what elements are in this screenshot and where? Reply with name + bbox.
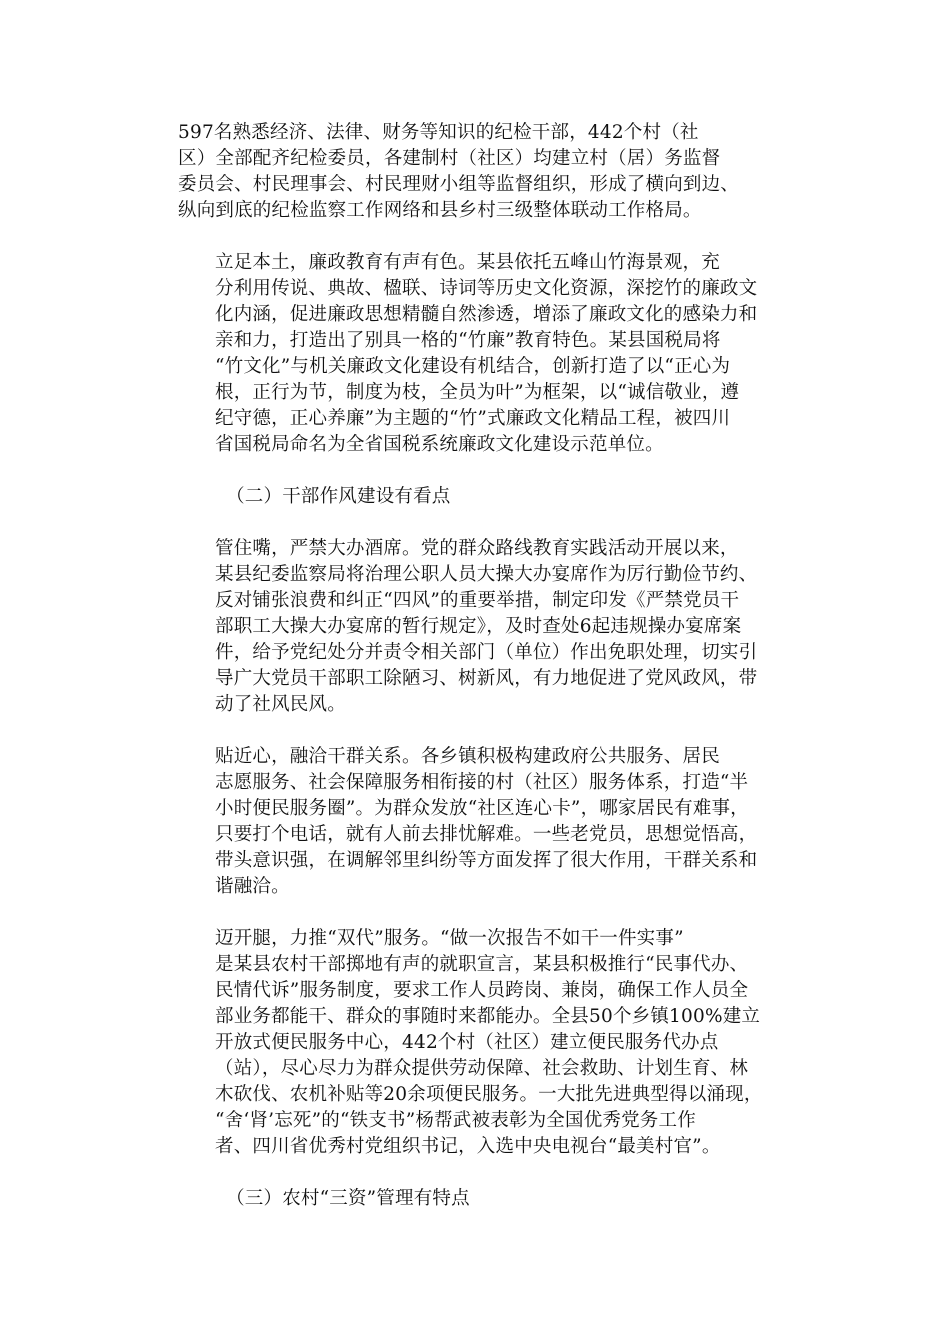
- paragraph-line: 迈开腿，力推“双代”服务。“做一次报告不如干一件实事”: [215, 928, 684, 949]
- paragraph: [178, 744, 773, 900]
- paragraph-line: 反对铺张浪费和纠正“四风”的重要举措，制定印发《严禁党员干: [215, 590, 740, 611]
- paragraph-line: 立足本土，廉政教育有声有色。某县依托五峰山竹海景观，充: [215, 252, 720, 273]
- paragraph: [178, 926, 773, 1160]
- document-page: [178, 120, 773, 1238]
- paragraph-line: 开放式便民服务中心，442个村（社区）建立便民服务代办点: [215, 1032, 719, 1053]
- paragraph-line: 小时便民服务圈”。为群众发放“社区连心卡”，哪家居民有难事，: [215, 798, 749, 819]
- paragraph-line: 亲和力，打造出了别具一格的“竹廉”教育特色。某县国税局将: [215, 330, 721, 351]
- paragraph-line: 者、四川省优秀村党组织书记，入选中央电视台“最美村官”。: [215, 1136, 721, 1157]
- paragraph-line: 597名熟悉经济、法律、财务等知识的纪检干部，442个村（社: [178, 122, 699, 143]
- paragraph-line: 管住嘴，严禁大办酒席。党的群众路线教育实践活动开展以来，: [215, 538, 739, 559]
- paragraph-line: “竹文化”与机关廉政文化建设有机结合，创新打造了以“正心为: [215, 356, 731, 377]
- paragraph-line: 动了社风民风。: [215, 694, 346, 715]
- paragraph-line: 省国税局命名为全省国税系统廉政文化建设示范单位。: [215, 434, 664, 455]
- paragraph-line: 谐融洽。: [215, 876, 290, 897]
- paragraph-line: 分利用传说、典故、楹联、诗词等历史文化资源，深挖竹的廉政文: [215, 278, 758, 299]
- paragraph-line: 民情代诉”服务制度，要求工作人员跨岗、兼岗，确保工作人员全: [215, 980, 749, 1001]
- section-heading: （二）干部作风建设有看点: [226, 486, 451, 507]
- paragraph-line: 只要打个电话，就有人前去排忧解难。一些老党员，思想觉悟高，: [215, 824, 758, 845]
- section-heading: （三）农村“三资”管理有特点: [226, 1188, 470, 1209]
- paragraph-line: 部职工大操大办宴席的暂行规定》，及时查处6起违规操办宴席案: [215, 616, 742, 637]
- paragraph: [178, 536, 773, 718]
- paragraph-line: 某县纪委监察局将治理公职人员大操大办宴席作为厉行勤俭节约、: [215, 564, 758, 585]
- paragraph-line: 化内涵，促进廉政思想精髓自然渗透，增添了廉政文化的感染力和: [215, 304, 758, 325]
- paragraph-line: 是某县农村干部掷地有声的就职宣言，某县积极推行“民事代办、: [215, 954, 749, 975]
- paragraph-line: 志愿服务、社会保障服务相衔接的村（社区）服务体系，打造“半: [215, 772, 749, 793]
- paragraph-line: “舍‘肾’忘死”的“铁支书”杨帮武被表彰为全国优秀党务工作: [215, 1110, 696, 1131]
- paragraph-line: 木砍伐、农机补贴等20余项便民服务。一大批先进典型得以涌现，: [215, 1084, 763, 1105]
- paragraph-line: 贴近心，融洽干群关系。各乡镇积极构建政府公共服务、居民: [215, 746, 720, 767]
- paragraph-line: 纵向到底的纪检监察工作网络和县乡村三级整体联动工作格局。: [178, 200, 702, 221]
- paragraph: [178, 120, 773, 224]
- paragraph-line: 纪守德，正心养廉”为主题的“竹”式廉政文化精品工程，被四川: [215, 408, 731, 429]
- paragraph-line: （站），尽心尽力为群众提供劳动保障、社会救助、计划生育、林: [215, 1058, 749, 1079]
- paragraph-line: 区）全部配齐纪检委员，各建制村（社区）均建立村（居）务监督: [178, 148, 721, 169]
- paragraph-line: 件，给予党纪处分并责令相关部门（单位）作出免职处理，切实引: [215, 642, 758, 663]
- paragraph-line: 导广大党员干部职工除陋习、树新风，有力地促进了党风政风，带: [215, 668, 758, 689]
- paragraph-line: 部业务都能干、群众的事随时来都能办。全县50个乡镇100%建立: [215, 1006, 761, 1027]
- paragraph-line: 根，正行为节，制度为枝，全员为叶”为框架，以“诚信敬业，遵: [215, 382, 740, 403]
- paragraph-line: 委员会、村民理事会、村民理财小组等监督组织，形成了横向到边、: [178, 174, 740, 195]
- paragraph: [178, 250, 773, 458]
- paragraph-line: 带头意识强，在调解邻里纠纷等方面发挥了很大作用，干群关系和: [215, 850, 758, 871]
